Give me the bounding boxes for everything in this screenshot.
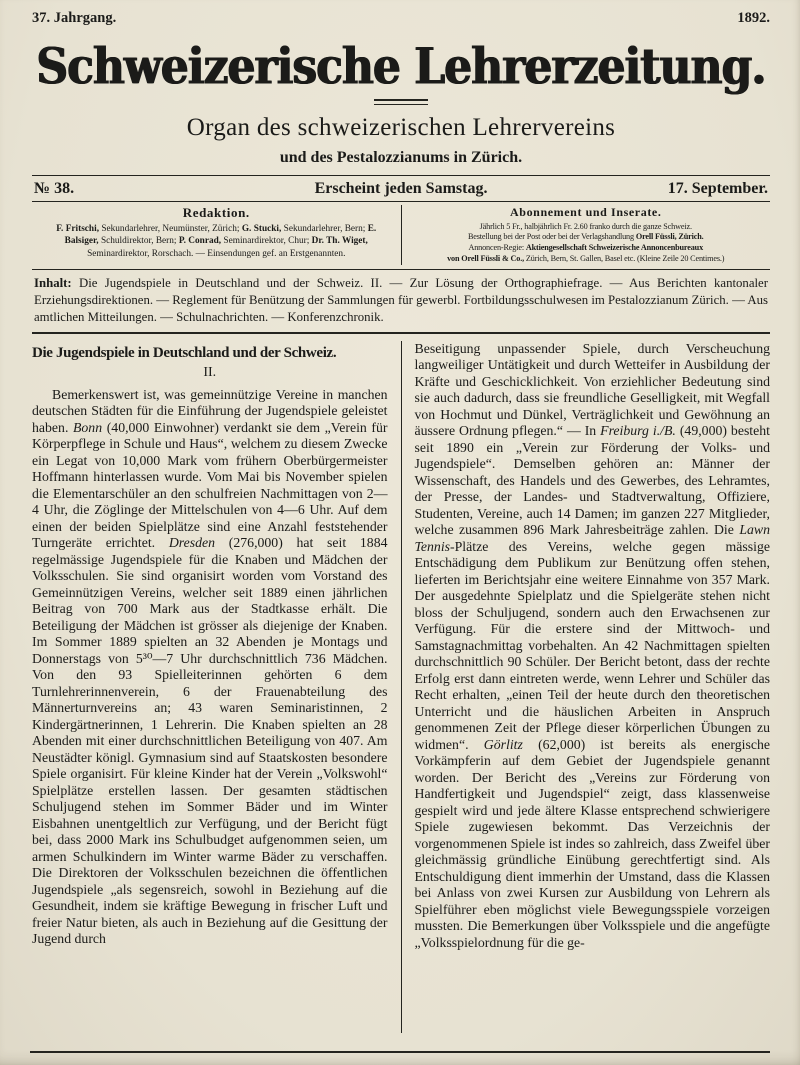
article-left-text: Bemerkenswert ist, was gemeinnützige Vereine in manchen deutschen Städten für die Einführung der Jugendspiele geleistet haben. Bonn (40,000 Einwohner) verdankt sie dem „Verein für Körperpflege in Schule und Haus“, welchem zu diesem Zwecke ein Legat von 10,000 Mark vom frühern Oberbürgermeister Hoffmann hinterlassen wurde. Vom Mai bis November spielen die Elementarschüler an den schulfreien Nachmittagen von 2—4 Uhr, die Zöglinge der Mittelschulen von 4—6 Uhr. Auf dem einen der beiden Spielplätze sind eine Anzahl feststehender Turngeräte errichtet. Dresden (276,000) hat seit 1884 regelmässige Jugendspiele für die Knaben und Mädchen der Volksschulen. Sie sind organisirt worden vom Vorstand des Gemeinnützigen Vereins, welcher seit 1889 einen jährlichen Beitrag von 700 Mark aus der Stadtkasse erhält. Die Beteiligung der Mädchen ist grösser als diejenige der Knaben. Im Sommer 1889 spielten an 32 Abenden je Montags und Donnerstags von 5³⁰—7 Uhr durchschnittlich 736 Mädchen. Von den 93 Spielleiterinnen gehörten 6 dem Turnlehrerinnenverein, 6 der Frauenabteilung des Männerturnvereins an; 43 waren Seminaristinnen, 2 Kindergärtnerinnen, 1 Lehrerin. Die Knaben spielten an 28 Abenden mit einer durchschnittlichen Beteiligung von 407. Am Neustädter königl. Gymnasium sind auf Staatskosten besondere Spiele organisirt. Für kleine Kinder hat der Verein „Volkswohl“ Spielplätze erstellen lassen. Der gesamten städtischen Schuljugend stehen im Sommer Bäder und im Winter Eisbahnen unentgeltlich zur Verfügung, und der Bericht fügt bei, dass 2000 Mark ins Schulbudget aufgenommen seien, um armen Schulkindern im Winter warme Bäder zu verschaffen. Die Direktoren der Volksschulen bezeichnen die öffentlichen Jugendspiele „als segensreich, sowohl in Beziehung auf die Gesundheit, indem sie kräftige Bewegung in frischer Luft und freier Natur bieten, als auch in Beziehung auf die Gesittung der Jugend durch (32, 386, 388, 947)
abonnement-line: von Orell Füssli & Co., Zürich, Bern, St. Gallen, Basel etc. (Kleine Zeile 20 Centimes.) (447, 254, 725, 264)
article-title: Die Jugendspiele in Deutschland und der Schweiz. (32, 344, 337, 361)
abonnement-heading: Abonnement und Inserate. (510, 204, 662, 219)
abonnement-line: Bestellung bei der Post oder bei der Verlagshandlung Orell Füssli, Zürich. (467, 232, 704, 242)
inhalt-summary: Inhalt: Die Jugendspiele in Deutschland und der Schweiz. II. — Zur Lösung der Orthographiefrage. — Aus Berichten kantonaler Erziehungsdirektionen. — Reglement für Benützung der Sammlungen für gewerbl. Fortbildungsschulwesen im Pestalozzianum Zürich. — Aus amtlichen Mitteilungen. — Schulnachrichten. — Konferenzchronik. (34, 275, 768, 324)
newspaper-title: Schweizerische Lehrerzeitung. (36, 38, 766, 96)
article-right-column (402, 341, 771, 1033)
horizontal-rule-thick (32, 332, 770, 334)
article-columns (32, 341, 770, 1033)
year-label: 1892. (737, 10, 770, 26)
title-ornament (374, 99, 428, 105)
top-row (32, 10, 770, 27)
abonnement-line: Annoncen-Regie: Aktiengesellschaft Schweizerische Annoncenbureaux (468, 243, 704, 253)
organ-line-2: und des Pestalozzianums in Zürich. (279, 148, 523, 166)
publication-frequency: Erscheint jeden Samstag. (314, 179, 488, 197)
organ-line: Organ des schweizerischen Lehrervereins (186, 113, 616, 141)
article-left-column (32, 341, 401, 1033)
redaktion-text: F. Fritschi, Sekundarlehrer, Neumünster, Zürich; G. Stucki, Sekundarlehrer, Bern; E. Balsiger, Schuldirektor, Bern; P. Conrad, Seminardirektor, Chur; Dr. Th. Wiget, Seminardirektor, Rorschach. — Einsendungen gef. an Erstgenannten. (56, 223, 377, 259)
masthead (32, 202, 770, 269)
redaktion-heading: Redaktion. (182, 204, 250, 220)
volume-label: 37. Jahrgang. (32, 10, 117, 26)
issue-date: 17. September. (667, 179, 769, 197)
abonnement-block (402, 205, 771, 265)
bottom-rule (30, 1051, 770, 1053)
issue-number: № 38. (34, 179, 75, 197)
abonnement-line: Jährlich 5 Fr., halbjährlich Fr. 2.60 franko durch die ganze Schweiz. (479, 221, 692, 231)
issue-row (32, 176, 770, 201)
article-right-text: Beseitigung unpassender Spiele, durch Verscheuchung langweiliger Untätigkeit und durch Wetteifer in Ausbildung der Kräfte und Geschicklichkeit. Von erziehlicher Bedeutung sind sie auch dadurch, dass sie freundliche Geselligkeit, mit Wegfall von Hochmut und Dünkel, Verträglichkeit und Gewöhnung an äussere Ordnung pflegen.“ — In Freiburg i./B. (49,000) besteht seit 1890 ein „Verein zur Förderung der Volks- und Jugendspiele“. Demselben gehören an: Männer der Wissenschaft, des Handels und des Gewerbes, des Lehramtes, der Presse, der Landes- und Stadtverwaltung, Offiziere, Studenten, Vereine, auch 14 Damen; im ganzen 227 Mitglieder, welche zusammen 896 Mark Jahresbeiträge zahlen. Die Lawn Tennis-Plätze des Vereins, welche gegen mässige Entschädigung dem Publikum zur Benützung offen stehen, lieferten im Berichtsjahr eine weitere Einnahme von 357 Mark. Der ausgedehnte Spielplatz und die Spielgeräte stehen nicht bloss der Schuljugend, sondern auch den Erwachsenen zur Verfügung. Für die erstere sind der Mittwoch- und Samstagnachmittag vorbehalten. An 42 Nachmittagen spielten durchschnittlich 90 Schüler. Der Bericht betont, dass der rechte Erfolg erst dann eintreten werde, wenn Lehrer und Schüler das Recht erhalten, „einen Teil der heute durch den theoretischen Unterricht und die häuslichen Arbeiten in Anspruch genommenen Zeit der Pflege dieser körperlichen Übungen zu widmen“. Görlitz (62,000) ist bereits als energische Vorkämpferin auf dem Gebiet der Jugendspiele genannt worden. Der Bericht des „Vereins zur Förderung von Handfertigkeit und Jugendspiel“ zeigt, dass klassenweise gespielt wird und jede ältere Klasse entsprechend schwierigere Spiele zugewiesen bekommt. Das Verzeichnis der vorgenommenen Spiele ist indes so zahlreich, dass Zweifel über gleichmässig gründliche Einübung gerechtfertigt sind. Als Entschuldigung dient immerhin der Umstand, dass die Klassen bei Anlass von zwei Kursen zur Ausbildung von Lehrern als Spielführer eben möglichst viele Bewegungsspiele vorzeigen mussten. Die Bemerkungen über Volksspiele und die angefügte „Volksspielordnung für die ge- (414, 340, 770, 950)
article-part-label: II. (203, 364, 217, 380)
redaktion-block (32, 205, 401, 265)
